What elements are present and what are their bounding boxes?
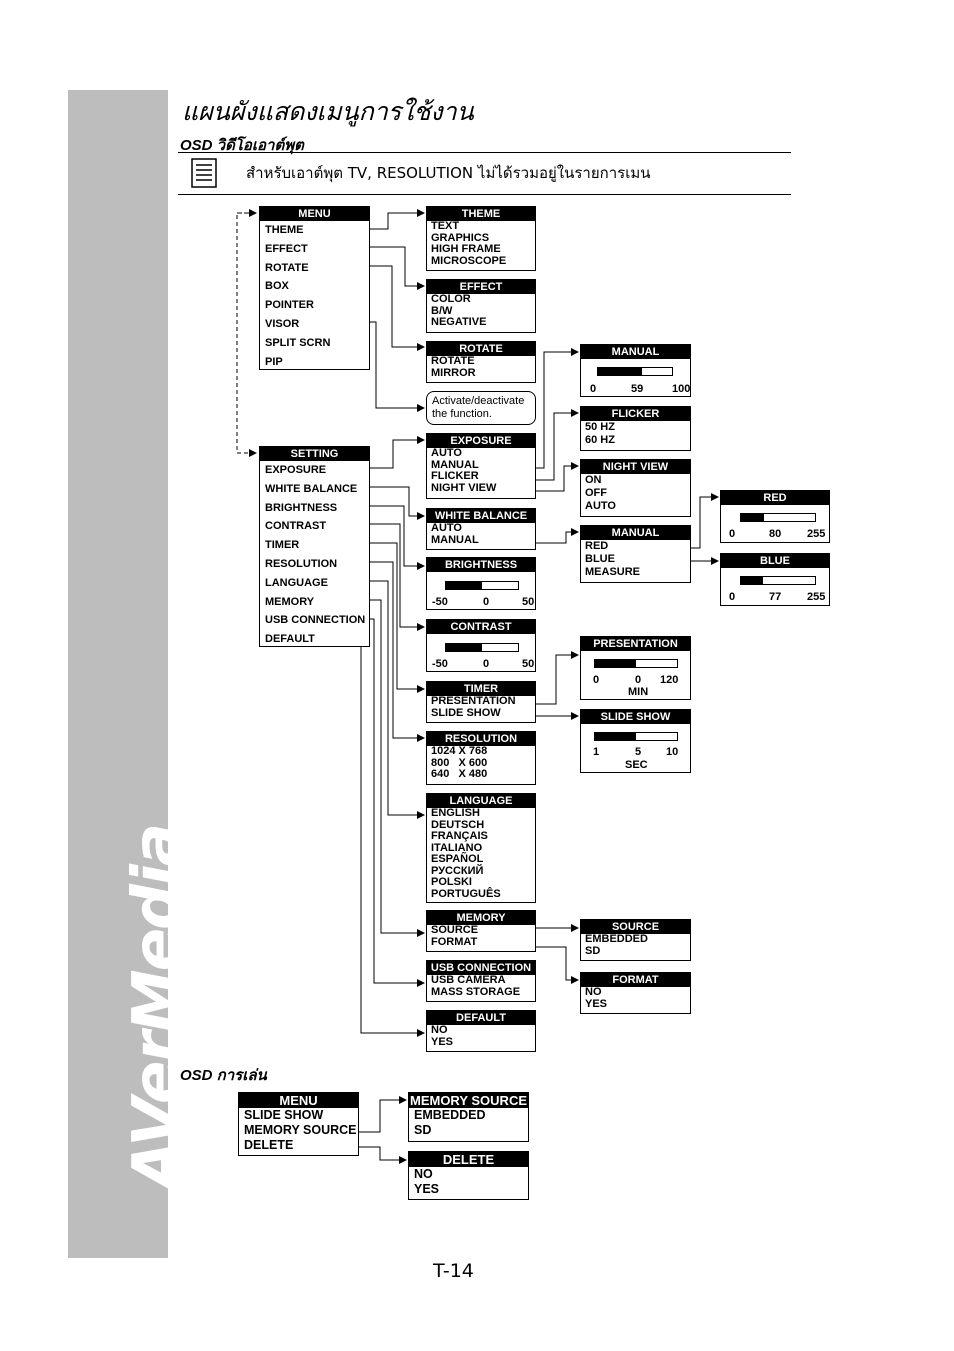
slider-unit: SEC bbox=[625, 759, 648, 771]
menu-item-split-scrn[interactable]: SPLIT SCRN bbox=[265, 336, 331, 349]
timer-option[interactable]: PRESENTATION bbox=[431, 695, 516, 707]
play-menu-item-memory-source[interactable]: MEMORY SOURCE bbox=[244, 1123, 357, 1137]
slider-unit: MIN bbox=[628, 686, 649, 698]
effect-option[interactable]: B/W bbox=[431, 304, 453, 317]
osd-video-label: OSD วิดีโอเอาต์พุต bbox=[180, 137, 304, 154]
rotate-option[interactable]: MIRROR bbox=[431, 366, 476, 379]
exposure-box bbox=[426, 433, 536, 499]
slider-fill bbox=[446, 582, 482, 589]
effect-box bbox=[426, 279, 536, 333]
slide-show-box bbox=[580, 709, 691, 773]
slider-max: 50 bbox=[522, 658, 535, 670]
slider-fill bbox=[595, 733, 636, 740]
flicker-box bbox=[580, 406, 691, 451]
white-balance-option[interactable]: AUTO bbox=[431, 522, 462, 534]
slider-max: 255 bbox=[807, 528, 826, 540]
timer-box bbox=[426, 681, 536, 723]
slider-mid: 80 bbox=[769, 528, 782, 540]
menu-item-effect[interactable]: EFFECT bbox=[265, 242, 308, 255]
menu-box bbox=[259, 206, 370, 370]
setting-item-exposure[interactable]: EXPOSURE bbox=[265, 464, 327, 476]
slider-fill bbox=[741, 577, 763, 584]
night-view-option[interactable]: ON bbox=[585, 474, 602, 486]
white-balance-box bbox=[426, 508, 536, 550]
memory-option[interactable]: SOURCE bbox=[431, 924, 479, 936]
manual-exposure-title: MANUAL bbox=[581, 345, 690, 359]
default-option[interactable]: YES bbox=[431, 1035, 454, 1048]
slide-show-slider[interactable] bbox=[594, 732, 678, 741]
default-title: DEFAULT bbox=[427, 1011, 535, 1025]
menu-title: MENU bbox=[260, 207, 369, 221]
language-option[interactable]: ENGLISH bbox=[431, 807, 480, 819]
setting-item-contrast[interactable]: CONTRAST bbox=[265, 520, 327, 533]
exposure-option[interactable]: AUTO bbox=[431, 447, 462, 459]
rotate-option[interactable]: ROTATE bbox=[431, 355, 475, 367]
resolution-box bbox=[426, 731, 536, 785]
delete-option[interactable]: NO bbox=[414, 1167, 433, 1181]
slider-mid: 0 bbox=[483, 596, 490, 608]
language-option[interactable]: ITALIANO bbox=[431, 841, 483, 854]
night-view-title: NIGHT VIEW bbox=[581, 460, 690, 474]
setting-item-white-balance[interactable]: WHITE BALANCE bbox=[265, 482, 358, 495]
format-option[interactable]: NO bbox=[585, 986, 602, 998]
slider-min: 0 bbox=[729, 528, 736, 540]
slider-fill bbox=[598, 368, 642, 375]
format-box bbox=[580, 972, 691, 1014]
source-box bbox=[580, 919, 691, 961]
exposure-option[interactable]: NIGHT VIEW bbox=[431, 481, 497, 494]
contrast-slider[interactable] bbox=[445, 643, 519, 652]
slider-mid: 5 bbox=[635, 746, 642, 758]
slider-fill bbox=[446, 644, 482, 651]
slider-min: 0 bbox=[593, 674, 600, 686]
menu-item-box[interactable]: BOX bbox=[265, 280, 289, 293]
resolution-option[interactable]: 800 X 600 bbox=[431, 756, 488, 769]
menu-item-pip[interactable]: PIP bbox=[265, 355, 283, 368]
exposure-option[interactable]: FLICKER bbox=[431, 470, 479, 482]
memory-source-box bbox=[408, 1092, 529, 1142]
presentation-box bbox=[580, 636, 691, 700]
usb-option[interactable]: MASS STORAGE bbox=[431, 985, 521, 998]
manual-exposure-box bbox=[580, 344, 691, 397]
delete-box bbox=[408, 1151, 529, 1200]
setting-item-brightness[interactable]: BRIGHTNESS bbox=[265, 501, 338, 514]
delete-option[interactable]: YES bbox=[414, 1182, 440, 1196]
slider-max: 120 bbox=[660, 674, 679, 686]
page-number: T-14 bbox=[433, 1260, 474, 1282]
timer-title: TIMER bbox=[427, 682, 535, 696]
red-title: RED bbox=[721, 491, 829, 505]
page-title: แผนผังแสดงเมนูการใช้งาน bbox=[182, 97, 474, 126]
language-option[interactable]: FRANÇAIS bbox=[431, 830, 488, 842]
slider-max: 10 bbox=[666, 746, 679, 758]
slider-min: 0 bbox=[590, 383, 597, 395]
osd-play-label: OSD การเล่น bbox=[180, 1067, 267, 1084]
setting-item-usb-connection[interactable]: USB CONNECTION bbox=[265, 614, 366, 627]
note-text: สำหรับเอาต์พุต TV, RESOLUTION ไม่ได้รวมอยู่ในรายการเมน bbox=[246, 164, 651, 182]
slider-mid: 59 bbox=[631, 383, 644, 395]
white-balance-option[interactable]: MANUAL bbox=[431, 533, 479, 546]
night-view-option[interactable]: AUTO bbox=[585, 500, 616, 512]
language-box bbox=[426, 793, 536, 903]
memory-option[interactable]: FORMAT bbox=[431, 935, 478, 948]
default-box bbox=[426, 1010, 536, 1052]
manual-wb-option[interactable]: MEASURE bbox=[585, 566, 641, 578]
flicker-title: FLICKER bbox=[581, 407, 690, 421]
language-option[interactable]: РУССКИЙ bbox=[431, 864, 484, 877]
manual-wb-option[interactable]: BLUE bbox=[585, 553, 615, 565]
manual-wb-option[interactable]: RED bbox=[585, 540, 609, 552]
brightness-box bbox=[426, 557, 536, 610]
activate-note: Activate/deactivate the function. bbox=[426, 391, 536, 425]
play-menu-title: MENU bbox=[239, 1093, 358, 1108]
slider-max: 100 bbox=[672, 383, 691, 395]
slider-mid: 0 bbox=[483, 658, 490, 670]
usb-option[interactable]: USB CAMERA bbox=[431, 974, 506, 986]
menu-item-rotate[interactable]: ROTATE bbox=[265, 261, 309, 274]
brand-logo: AVerMedia bbox=[120, 824, 194, 1190]
memory-source-option[interactable]: SD bbox=[414, 1123, 432, 1137]
slider-fill bbox=[741, 514, 764, 521]
slider-fill bbox=[595, 660, 636, 667]
slide-show-title: SLIDE SHOW bbox=[581, 710, 690, 724]
memory-box bbox=[426, 910, 536, 952]
setting-item-language[interactable]: LANGUAGE bbox=[265, 576, 328, 589]
default-option[interactable]: NO bbox=[431, 1024, 448, 1036]
flicker-option[interactable]: 50 HZ bbox=[585, 421, 615, 433]
blue-title: BLUE bbox=[721, 554, 829, 568]
menu-item-theme[interactable]: THEME bbox=[265, 224, 304, 236]
menu-item-visor[interactable]: VISOR bbox=[265, 317, 300, 330]
resolution-option[interactable]: 1024 X 768 bbox=[431, 745, 488, 757]
menu-item-pointer[interactable]: POINTER bbox=[265, 299, 314, 312]
format-title: FORMAT bbox=[581, 973, 690, 987]
source-title: SOURCE bbox=[581, 920, 690, 934]
setting-item-resolution[interactable]: RESOLUTION bbox=[265, 557, 338, 570]
resolution-option[interactable]: 640 X 480 bbox=[431, 768, 488, 780]
presentation-slider[interactable] bbox=[594, 659, 678, 668]
brightness-slider[interactable] bbox=[445, 581, 519, 590]
flicker-option[interactable]: 60 HZ bbox=[585, 434, 615, 446]
theme-box bbox=[426, 206, 536, 271]
slider-max: 255 bbox=[807, 591, 826, 603]
memory-title: MEMORY bbox=[427, 911, 535, 925]
usb-connection-box bbox=[426, 960, 536, 1002]
slider-max: 50 bbox=[522, 596, 535, 608]
slider-min: -50 bbox=[432, 596, 448, 608]
blue-box bbox=[720, 553, 830, 606]
night-view-option[interactable]: OFF bbox=[585, 487, 607, 499]
resolution-title: RESOLUTION bbox=[427, 732, 535, 746]
language-option[interactable]: POLSKI bbox=[431, 876, 472, 888]
setting-title: SETTING bbox=[260, 447, 369, 461]
effect-title: EFFECT bbox=[427, 280, 535, 294]
red-slider[interactable] bbox=[740, 513, 816, 522]
theme-option[interactable]: TEXT bbox=[431, 220, 460, 232]
source-option[interactable]: EMBEDDED bbox=[585, 933, 648, 945]
setting-item-memory[interactable]: MEMORY bbox=[265, 595, 315, 608]
blue-slider[interactable] bbox=[740, 576, 816, 585]
manual-wb-box bbox=[580, 525, 691, 583]
slider-min: 0 bbox=[729, 591, 736, 603]
effect-option[interactable]: COLOR bbox=[431, 293, 471, 305]
setting-box bbox=[259, 446, 370, 647]
delete-title: DELETE bbox=[409, 1152, 528, 1167]
brightness-title: BRIGHTNESS bbox=[427, 558, 535, 572]
usb-connection-title: USB CONNECTION bbox=[427, 961, 535, 975]
memory-source-option[interactable]: EMBEDDED bbox=[414, 1108, 486, 1122]
memory-source-title: MEMORY SOURCE bbox=[409, 1093, 527, 1108]
theme-option[interactable]: GRAPHICS bbox=[431, 231, 490, 244]
language-title: LANGUAGE bbox=[427, 794, 535, 808]
theme-title: THEME bbox=[427, 207, 535, 221]
manual-exposure-slider[interactable] bbox=[597, 367, 673, 376]
night-view-box bbox=[580, 459, 691, 517]
setting-item-timer[interactable]: TIMER bbox=[265, 539, 300, 552]
slider-min: 1 bbox=[593, 746, 600, 758]
source-option[interactable]: SD bbox=[585, 944, 601, 957]
setting-item-default[interactable]: DEFAULT bbox=[265, 633, 315, 646]
play-menu-item-slide-show[interactable]: SLIDE SHOW bbox=[244, 1108, 324, 1122]
contrast-title: CONTRAST bbox=[427, 620, 535, 634]
manual-wb-title: MANUAL bbox=[581, 526, 690, 540]
language-option[interactable]: ESPAÑOL bbox=[431, 853, 484, 865]
contrast-box bbox=[426, 619, 536, 672]
presentation-title: PRESENTATION bbox=[581, 637, 690, 651]
theme-option[interactable]: HIGH FRAME bbox=[431, 243, 501, 255]
exposure-option[interactable]: MANUAL bbox=[431, 458, 479, 471]
slider-min: -50 bbox=[432, 658, 448, 670]
language-option[interactable]: PORTUGUÊS bbox=[431, 887, 501, 900]
rotate-box bbox=[426, 341, 536, 383]
play-menu-box bbox=[238, 1092, 359, 1156]
format-option[interactable]: YES bbox=[585, 997, 608, 1010]
theme-option[interactable]: MICROSCOPE bbox=[431, 254, 507, 267]
effect-option[interactable]: NEGATIVE bbox=[431, 316, 487, 328]
language-option[interactable]: DEUTSCH bbox=[431, 818, 485, 831]
exposure-title: EXPOSURE bbox=[427, 434, 535, 448]
rotate-title: ROTATE bbox=[427, 342, 535, 356]
slider-mid: 77 bbox=[769, 591, 782, 603]
slider-mid: 0 bbox=[635, 674, 642, 686]
white-balance-title: WHITE BALANCE bbox=[427, 509, 535, 523]
red-box bbox=[720, 490, 830, 543]
play-menu-item-delete[interactable]: DELETE bbox=[244, 1138, 294, 1152]
timer-option[interactable]: SLIDE SHOW bbox=[431, 706, 501, 719]
